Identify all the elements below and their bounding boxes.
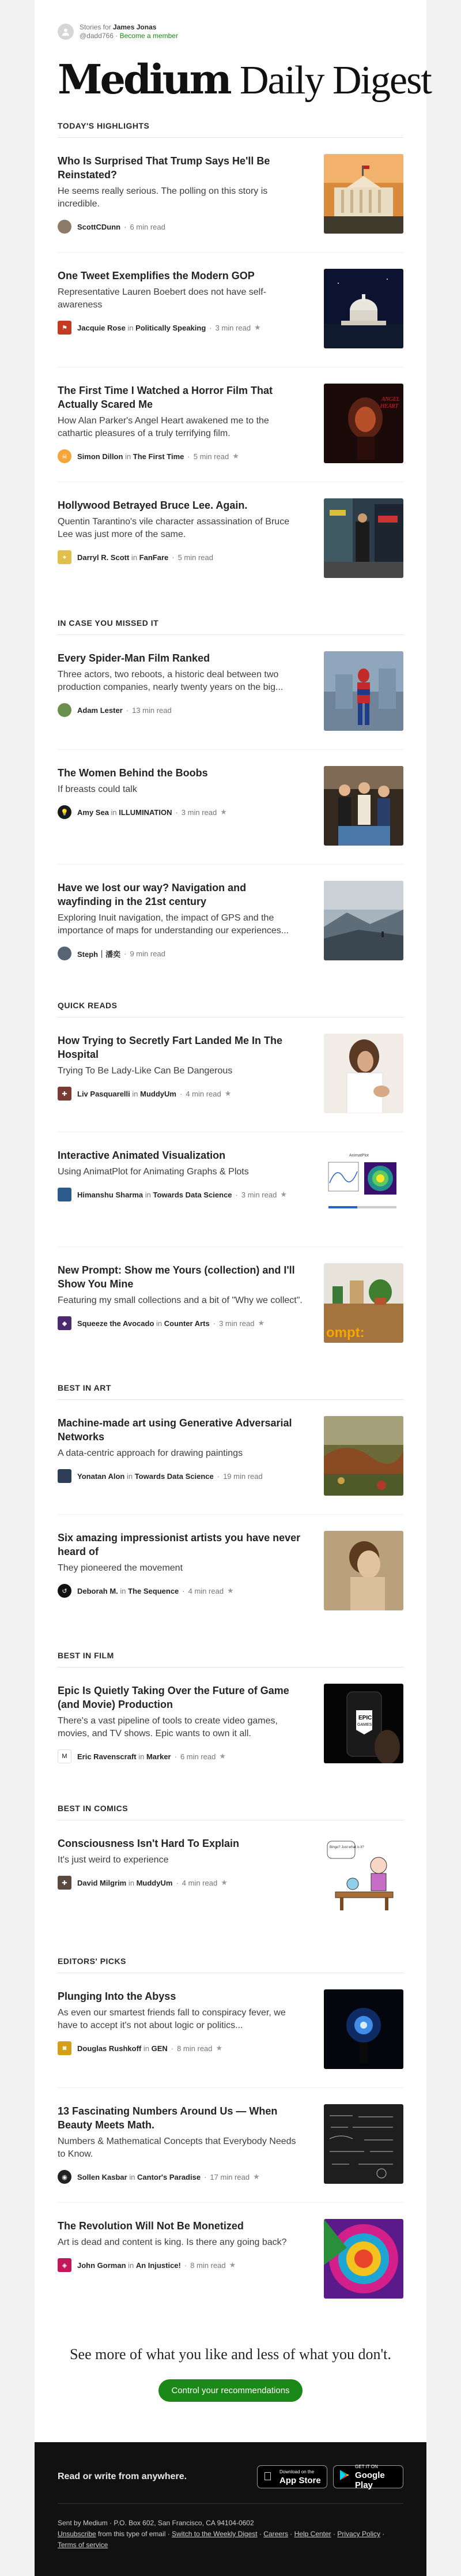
member-star-icon: ★ xyxy=(253,2172,260,2181)
article-meta: ✚ David Milgrim in MuddyUm · 4 min read ★ xyxy=(58,1876,303,1890)
publication-name[interactable]: GEN xyxy=(151,2044,168,2053)
author-avatar[interactable] xyxy=(58,1188,71,1201)
thumbnail-image xyxy=(324,154,403,234)
user-handle: @dadd766 xyxy=(80,32,114,40)
author-avatar[interactable] xyxy=(58,1316,71,1330)
meta-dot: · xyxy=(126,705,129,715)
meta-dot: · xyxy=(217,1471,220,1481)
article-subtitle[interactable]: Art is dead and content is king. Is there any going back? xyxy=(58,2237,287,2247)
publication-name[interactable]: Counter Arts xyxy=(164,1319,210,1328)
read-time: 6 min read xyxy=(130,222,165,231)
article-card[interactable] xyxy=(58,1017,403,1132)
author-avatar-glyph: ⚑ xyxy=(62,324,67,332)
meta-dot: · xyxy=(182,1586,185,1595)
meta-dot: · xyxy=(124,222,127,231)
email-header xyxy=(58,0,403,40)
thumbnail-image xyxy=(324,1837,403,1916)
three-women-thumbnail[interactable] xyxy=(324,766,403,846)
section-title: TODAY'S HIGHLIGHTS xyxy=(58,108,403,138)
author-name[interactable]: Douglas Rushkoff xyxy=(77,2044,142,2053)
publication-name[interactable]: Cantor's Paradise xyxy=(137,2172,201,2181)
member-star-icon: ★ xyxy=(254,323,261,332)
section-title: IN CASE YOU MISSED IT xyxy=(58,596,403,635)
article-meta: ⚑ Jacquie Rose in Politically Speaking · 3 min read ★ xyxy=(58,321,303,335)
article-meta xyxy=(58,220,303,234)
meta-dot: · xyxy=(187,452,190,461)
header-text xyxy=(80,23,178,40)
article-title[interactable]: Interactive Animated Visualization xyxy=(58,1150,226,1161)
member-star-icon: ★ xyxy=(229,2260,236,2269)
author-avatar-glyph: ☠ xyxy=(62,453,67,460)
author-name[interactable]: Adam Lester xyxy=(77,705,123,715)
article-card[interactable] xyxy=(58,253,403,367)
article-card[interactable] xyxy=(58,367,403,482)
appstore-big-text: App Store xyxy=(279,2475,321,2485)
thumbnail-image xyxy=(324,1416,403,1496)
author-name[interactable]: Eric Ravenscraft xyxy=(77,1752,137,1761)
author-avatar-glyph: ◈ xyxy=(62,2262,67,2269)
article-meta xyxy=(58,703,303,717)
thumbnail-image xyxy=(324,1148,403,1228)
author-avatar-glyph: ↺ xyxy=(62,1587,67,1595)
member-star-icon: ★ xyxy=(224,1089,232,1098)
math-chalkboard-thumbnail[interactable] xyxy=(324,2104,403,2184)
author-avatar-glyph: ✚ xyxy=(62,1879,67,1887)
article-title[interactable]: How Trying to Secretly Fart Landed Me In The Hospital xyxy=(58,1035,283,1060)
author-avatar[interactable] xyxy=(58,2258,71,2272)
author-name[interactable]: Yonatan Alon xyxy=(77,1471,125,1481)
author-avatar[interactable] xyxy=(58,2170,71,2184)
article-title[interactable]: Plunging Into the Abyss xyxy=(58,1991,176,2002)
google-play-icon xyxy=(339,2469,352,2484)
read-time: 3 min read xyxy=(215,323,251,332)
author-name[interactable]: ScottCDunn xyxy=(77,222,121,231)
publication-name[interactable]: The First Time xyxy=(133,452,184,461)
article-meta: Himanshu Sharma in Towards Data Science · 3 min read ★ xyxy=(58,1188,303,1201)
cta-title: See more of what you like and less of what you don't. xyxy=(70,2346,391,2363)
article-card[interactable] xyxy=(58,1132,403,1247)
meta-dot: · xyxy=(213,1319,216,1328)
read-time: 4 min read xyxy=(186,1089,221,1098)
article-subtitle[interactable]: How Alan Parker's Angel Heart awakened me to the cathartic pleasures of a truly terrifying film. xyxy=(58,416,269,438)
article-title[interactable]: The Revolution Will Not Be Monetized xyxy=(58,2220,244,2232)
author-avatar-glyph: M xyxy=(62,1753,67,1760)
author-name[interactable]: Jacquie Rose xyxy=(77,323,126,332)
impressionist-portrait-thumbnail[interactable] xyxy=(324,1531,403,1610)
stories-for-label: Stories for xyxy=(80,23,111,31)
meta-dot: · xyxy=(184,2260,187,2270)
publication-name[interactable]: FanFare xyxy=(139,553,169,562)
publication-name[interactable]: MuddyUm xyxy=(136,1878,173,1887)
member-star-icon: ★ xyxy=(258,1319,265,1327)
thumbnail-image xyxy=(324,384,403,463)
meta-dot: · xyxy=(179,1089,183,1098)
publication-name[interactable]: An Injustice! xyxy=(135,2260,181,2270)
meta-dot: · xyxy=(172,553,175,562)
article-subtitle[interactable]: Exploring Inuit navigation, the impact of GPS and the importance of maps for understanding our experiences... xyxy=(58,913,289,936)
meta-dot: · xyxy=(174,1752,177,1761)
article-title[interactable]: Six amazing impressionist artists you have never heard of xyxy=(58,1532,301,1557)
article-meta xyxy=(58,947,303,960)
gan-painting-thumbnail[interactable] xyxy=(324,1416,403,1496)
author-name[interactable]: Squeeze the Avocado xyxy=(77,1319,154,1328)
article-subtitle[interactable]: Trying To Be Lady-Like Can Be Dangerous xyxy=(58,1066,233,1076)
article-title[interactable]: Epic Is Quietly Taking Over the Future of Game (and Movie) Production xyxy=(58,1685,289,1710)
article-card[interactable] xyxy=(58,1515,403,1629)
read-time: 3 min read xyxy=(219,1319,255,1328)
meta-dot: · xyxy=(235,1190,238,1199)
comic-bubble-text: Bingo? Just what is it? xyxy=(330,1846,364,1849)
collection-text: ompt: xyxy=(326,1325,365,1340)
article-meta: ↺ Deborah M. in The Sequence · 4 min read ★ xyxy=(58,1584,303,1598)
read-time: 4 min read xyxy=(188,1586,224,1595)
gplay-small-text: GET IT ON xyxy=(355,2464,378,2469)
article-title[interactable]: Hollywood Betrayed Bruce Lee. Again. xyxy=(58,500,248,511)
white-house-thumbnail[interactable] xyxy=(324,154,403,234)
article-title[interactable]: The Women Behind the Boobs xyxy=(58,767,208,779)
article-card[interactable] xyxy=(58,138,403,253)
author-name[interactable]: Liv Pasquarelli xyxy=(77,1089,130,1098)
section-title: EDITORS' PICKS xyxy=(58,1935,403,1973)
thumbnail-image xyxy=(324,766,403,846)
consciousness-comic-thumbnail[interactable] xyxy=(324,1837,403,1916)
capitol-night-thumbnail[interactable] xyxy=(324,269,403,348)
footer-title: Read or write from anywhere. xyxy=(58,2472,187,2481)
article-card[interactable] xyxy=(58,1247,403,1361)
article-card[interactable] xyxy=(58,2088,403,2203)
unsubscribe-link[interactable]: Unsubscribe xyxy=(58,2530,96,2538)
publication-name[interactable]: MuddyUm xyxy=(140,1089,176,1098)
author-avatar-glyph: ◆ xyxy=(62,1320,67,1327)
member-star-icon: ★ xyxy=(227,1586,234,1595)
thumbnail-image xyxy=(324,498,403,578)
read-time: 5 min read xyxy=(177,553,213,562)
article-card[interactable] xyxy=(58,865,403,979)
author-name[interactable]: Deborah M. xyxy=(77,1586,118,1595)
epic-games-phone-thumbnail[interactable] xyxy=(324,1684,403,1763)
author-name[interactable]: Steph｜潘奕 xyxy=(77,949,121,959)
author-avatar[interactable] xyxy=(58,703,71,717)
read-time: 4 min read xyxy=(182,1878,218,1887)
meta-dot: · xyxy=(171,2044,174,2053)
control-recommendations-button[interactable]: Control your recommendations xyxy=(158,2379,302,2402)
email-page xyxy=(35,0,431,2576)
author-avatar[interactable] xyxy=(58,805,71,819)
article-card[interactable] xyxy=(58,1973,403,2088)
article-title[interactable]: Consciousness Isn't Hard To Explain xyxy=(58,1838,240,1849)
horror-title-word1: ANGEL xyxy=(381,396,400,403)
article-title[interactable]: One Tweet Exemplifies the Modern GOP xyxy=(58,270,255,281)
angel-heart-poster-thumbnail[interactable] xyxy=(324,384,403,463)
recommendations-cta xyxy=(58,2317,403,2442)
article-title[interactable]: The First Time I Watched a Horror Film That Actually Scared Me xyxy=(58,385,273,410)
thumbnail-image xyxy=(324,881,403,960)
read-time: 8 min read xyxy=(177,2044,213,2053)
thumbnail-image xyxy=(324,1684,403,1763)
footer-legal: Sent by Medium · P.O. Box 602, San Francisco, CA 94104-0602 Unsubscribe from this type of email · Switch to the Weekly Digest · Careers · Help Center · Privacy Policy · Terms of service xyxy=(58,2518,403,2551)
careers-link[interactable]: Careers xyxy=(263,2530,288,2538)
animated-plot-thumbnail[interactable] xyxy=(324,1148,403,1228)
article-subtitle[interactable]: As even our smartest friends fall to conspiracy fever, we have to accept it's not about logic or politics... xyxy=(58,2008,286,2030)
member-star-icon: ★ xyxy=(221,1878,228,1887)
article-subtitle[interactable]: Representative Lauren Boebert does not have self-awareness xyxy=(58,287,267,310)
arctic-landscape-thumbnail[interactable] xyxy=(324,881,403,960)
article-title[interactable]: Machine-made art using Generative Adversarial Networks xyxy=(58,1417,292,1443)
article-title[interactable]: New Prompt: Show me Yours (collection) and I'll Show You Mine xyxy=(58,1264,295,1290)
publication-name[interactable]: Marker xyxy=(146,1752,171,1761)
member-star-icon: ★ xyxy=(280,1190,287,1199)
author-avatar[interactable] xyxy=(58,1749,71,1763)
read-time: 6 min read xyxy=(180,1752,216,1761)
app-store-badges xyxy=(257,2465,403,2488)
section-title: BEST IN ART xyxy=(58,1361,403,1400)
thumbnail-image xyxy=(324,269,403,348)
terms-link[interactable]: Terms of service xyxy=(58,2541,108,2549)
author-avatar[interactable] xyxy=(58,321,71,335)
read-time: 13 min read xyxy=(132,705,172,715)
user-name: James Jonas xyxy=(113,23,157,31)
article-meta: ☠ Simon Dillon in The First Time · 5 min read ★ xyxy=(58,449,303,463)
author-name[interactable]: Amy Sea xyxy=(77,808,109,817)
spider-man-thumbnail[interactable] xyxy=(324,651,403,731)
collection-shelf-thumbnail[interactable] xyxy=(324,1263,403,1343)
become-member-link[interactable]: Become a member xyxy=(119,32,178,40)
logo-daily-digest-words: Daily Digest xyxy=(239,58,431,103)
article-meta: ◉ Sollen Kasbar in Cantor's Paradise · 17 min read ★ xyxy=(58,2170,303,2184)
author-avatar[interactable] xyxy=(58,2041,71,2055)
logo-medium-word: Medium xyxy=(58,55,230,103)
member-star-icon: ★ xyxy=(219,1752,226,1760)
app-store-button[interactable] xyxy=(257,2465,327,2488)
article-card[interactable] xyxy=(58,1668,403,1782)
article-subtitle[interactable]: It's just weird to experience xyxy=(58,1855,169,1865)
author-avatar[interactable] xyxy=(58,550,71,564)
article-meta: ◈ John Gorman in An Injustice! · 8 min read ★ xyxy=(58,2258,303,2272)
read-time: 3 min read xyxy=(181,808,217,817)
article-subtitle[interactable]: A data-centric approach for drawing paintings xyxy=(58,1448,243,1458)
article-title[interactable]: Every Spider-Man Film Ranked xyxy=(58,652,210,664)
woman-hospital-thumbnail[interactable] xyxy=(324,1034,403,1113)
author-avatar-glyph: ✚ xyxy=(62,1090,67,1098)
author-avatar[interactable] xyxy=(58,1087,71,1101)
author-avatar[interactable] xyxy=(58,449,71,463)
author-name[interactable]: Simon Dillon xyxy=(77,452,123,461)
user-avatar[interactable] xyxy=(58,24,74,40)
author-avatar[interactable] xyxy=(58,1584,71,1598)
author-name[interactable]: Sollen Kasbar xyxy=(77,2172,127,2181)
thumbnail-image xyxy=(324,2219,403,2299)
section-title: BEST IN COMICS xyxy=(58,1782,403,1820)
meta-dot: · xyxy=(209,323,212,332)
email-footer xyxy=(35,2442,426,2576)
author-name[interactable]: John Gorman xyxy=(77,2260,126,2270)
article-subtitle[interactable]: Featuring my small collections and a bit of "Why we collect". xyxy=(58,1295,303,1305)
read-time: 5 min read xyxy=(193,452,229,461)
article-subtitle[interactable]: Numbers & Mathematical Concepts that Everybody Needs to Know. xyxy=(58,2136,296,2159)
author-avatar-glyph: 💡 xyxy=(61,809,69,816)
article-card[interactable] xyxy=(58,750,403,865)
meta-dot: · xyxy=(204,2172,207,2181)
article-card[interactable] xyxy=(58,2203,403,2317)
appstore-small-text: Download on the xyxy=(279,2469,315,2474)
article-card[interactable] xyxy=(58,635,403,750)
read-time: 17 min read xyxy=(210,2172,250,2181)
header-separator: · xyxy=(115,32,118,40)
author-name[interactable]: David Milgrim xyxy=(77,1878,127,1887)
thumbnail-image xyxy=(324,1263,403,1343)
article-subtitle[interactable]: Using AnimatPlot for Animating Graphs & Plots xyxy=(58,1167,249,1177)
privacy-policy-link[interactable]: Privacy Policy xyxy=(337,2530,381,2538)
digest-logo xyxy=(58,40,431,108)
publication-name[interactable]: Towards Data Science xyxy=(134,1471,214,1481)
psychedelic-art-thumbnail[interactable] xyxy=(324,2219,403,2299)
article-meta: ◙ Douglas Rushkoff in GEN · 8 min read ★ xyxy=(58,2041,303,2055)
read-time: 9 min read xyxy=(130,949,165,958)
article-card[interactable] xyxy=(58,482,403,596)
apple-icon xyxy=(263,2470,276,2484)
viz-title-text: AnimatPlot xyxy=(349,1154,369,1158)
meta-dot: · xyxy=(124,949,127,958)
user-icon xyxy=(61,27,70,36)
article-subtitle[interactable]: If breasts could talk xyxy=(58,784,137,794)
help-center-link[interactable]: Help Center xyxy=(294,2530,331,2538)
bruce-lee-street-thumbnail[interactable] xyxy=(324,498,403,578)
article-meta: ✦ Darryl R. Scott in FanFare · 5 min read xyxy=(58,550,303,564)
read-time: 3 min read xyxy=(241,1190,277,1199)
thumbnail-image xyxy=(324,1034,403,1113)
publication-name[interactable]: ILLUMINATION xyxy=(119,808,172,817)
article-subtitle[interactable]: He seems really serious. The polling on this story is incredible. xyxy=(58,186,268,209)
switch-weekly-link[interactable]: Switch to the Weekly Digest xyxy=(172,2530,258,2538)
epic-logo-subtext: GAMES xyxy=(357,1723,372,1727)
digest-sections xyxy=(58,108,403,2317)
google-play-button[interactable] xyxy=(333,2465,403,2488)
article-subtitle[interactable]: There's a vast pipeline of tools to create video games, movies, and TV shows. Epic wants to own it all. xyxy=(58,1716,278,1738)
read-time: 8 min read xyxy=(190,2260,226,2270)
epic-logo-text: EPIC xyxy=(358,1715,372,1721)
author-avatar-glyph: ✦ xyxy=(62,554,67,561)
publication-name[interactable]: The Sequence xyxy=(128,1586,179,1595)
read-time: 19 min read xyxy=(223,1471,263,1481)
author-avatar[interactable] xyxy=(58,1469,71,1483)
thumbnail-image xyxy=(324,1531,403,1610)
article-meta: M Eric Ravenscraft in Marker · 6 min read ★ xyxy=(58,1749,303,1763)
section-title: BEST IN FILM xyxy=(58,1629,403,1668)
article-card[interactable] xyxy=(58,1400,403,1515)
article-title[interactable]: Have we lost our way? Navigation and wayfinding in the 21st century xyxy=(58,882,247,907)
thumbnail-image xyxy=(324,651,403,731)
article-title[interactable]: Who Is Surprised That Trump Says He'll Be Reinstated? xyxy=(58,155,270,181)
article-subtitle[interactable]: Quentin Tarantino's vile character assassination of Bruce Lee was just more of the same. xyxy=(58,517,290,539)
article-subtitle[interactable]: They pioneered the movement xyxy=(58,1563,183,1573)
author-name[interactable]: Himanshu Sharma xyxy=(77,1190,143,1199)
member-star-icon: ★ xyxy=(216,2044,223,2052)
from-type-text: from this type of email xyxy=(98,2530,166,2538)
article-subtitle[interactable]: Three actors, two reboots, a historic deal between two production companies, nearly twenty years on the big... xyxy=(58,670,284,692)
thumbnail-image xyxy=(324,2104,403,2184)
author-name[interactable]: Darryl R. Scott xyxy=(77,553,130,562)
gplay-big-text: Google Play xyxy=(355,2470,385,2490)
abyss-figure-thumbnail[interactable] xyxy=(324,1989,403,2069)
article-meta: Yonatan Alon in Towards Data Science · 19 min read xyxy=(58,1469,303,1483)
publication-name[interactable]: Towards Data Science xyxy=(153,1190,232,1199)
section-title: QUICK READS xyxy=(58,979,403,1017)
footer-address: Sent by Medium · P.O. Box 602, San Francisco, CA 94104-0602 xyxy=(58,2519,254,2527)
article-title[interactable]: 13 Fascinating Numbers Around Us — When Beauty Meets Math. xyxy=(58,2105,278,2131)
publication-name[interactable]: Politically Speaking xyxy=(135,323,206,332)
meta-dot: · xyxy=(176,1878,179,1887)
author-avatar[interactable] xyxy=(58,220,71,234)
author-avatar-glyph: ◙ xyxy=(62,2045,67,2052)
author-avatar[interactable] xyxy=(58,1876,71,1890)
member-star-icon: ★ xyxy=(232,452,239,460)
article-meta: ◆ Squeeze the Avocado in Counter Arts · 3 min read ★ xyxy=(58,1316,303,1330)
article-meta: ✚ Liv Pasquarelli in MuddyUm · 4 min read ★ xyxy=(58,1087,303,1101)
thumbnail-image xyxy=(324,1989,403,2069)
horror-title-word2: HEART xyxy=(380,403,399,410)
article-meta: 💡 Amy Sea in ILLUMINATION · 3 min read ★ xyxy=(58,805,303,819)
member-star-icon: ★ xyxy=(220,808,227,816)
meta-dot: · xyxy=(175,808,178,817)
author-avatar-glyph: ◉ xyxy=(62,2173,67,2181)
author-avatar[interactable] xyxy=(58,947,71,960)
article-card[interactable] xyxy=(58,1820,403,1935)
